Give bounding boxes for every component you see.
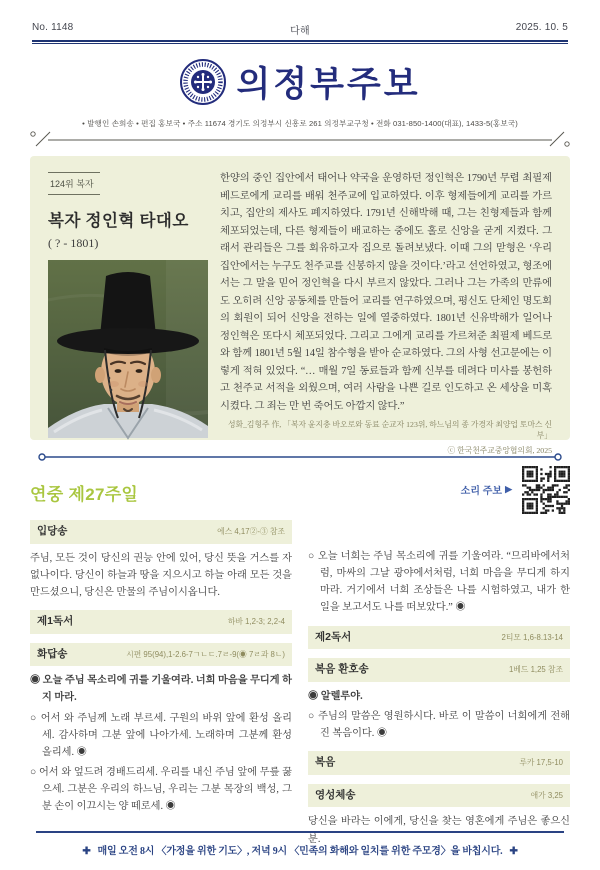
liturgy-columns (30, 520, 570, 848)
alleluia-refrain: ◉ 알렐루야. (308, 690, 363, 702)
scripture-reference: 애가 3,25 (530, 790, 563, 800)
heading-label: 제2독서 (315, 630, 352, 643)
heading-label: 복음 환호송 (315, 663, 369, 676)
heading-label: 제1독서 (37, 615, 74, 628)
psalm-verse: ○ 어서 와 주님께 노래 부르세. 구원의 바위 앞에 환성 올리세. 감사하며 그분 앞에 나아가세. 노래하며 그분께 환성 올리세. ◉ (30, 712, 292, 758)
bulletin-page (0, 22, 600, 870)
entrance-antiphon-text: 주님, 모든 것이 당신의 권능 안에 있어, 당신 뜻을 거스를 자 없나이다. 당신이 하늘과 땅을 지으시고 하늘 아래 모든 것을 만드셨으니, 당신은 만물의 주님이시옵니다. (30, 552, 292, 598)
feature-body: 한양의 중인 집안에서 태어나 약국을 운영하던 정인혁은 1790년 무렵 최필제 베드로에게 교리를 배워 천주교에 입교하였다. 이후 형제들에게 교리를 가르치고, 집안의 제사도 폐지하였다. 1791년 신해박해 때, 그는 친형제들과 함께 체포되었는데, 다른 형제들이 배교하는 중에도 홀로 신앙을 굳게 지켰다. 그래서 관리들은 그를 회유하고자 집으로 돌려보냈다. 이때 그의 맏형은 ‘우리 집안에서는 누구도 천주교를 신봉하지 않을 것이다.’라고 선언하였고, 형조에서는 그 말을 믿어 정인혁을 다시 부르지 않았다. 그러나 그는 가족의 만류에도 오히려 신앙 공동체를 만들어 교리를 연구하였으며, 평신도 단체인 명도회의 회원이 되어 신앙을 전하는 일에 열중하였다. 1801년 신유박해가 일어나 정인혁은 또다시 체포되었다. 그리고 그에게 교리를 가르쳐준 최필제 베드로와 함께 1801년 5월 14일 참수형을 받아 순교하였다. 그의 사형 선고문에는 이렇게 적혀 있었다. “… 매월 7일 동료들과 함께 신부를 데려다 미사를 봉헌하고 천주교 서적을 외웠으며, 여러 사람을 나쁜 길로 인도하고 온 세상을 미혹시켰다. 그 죄는 만 번 죽어도 아깝지 않다.” (220, 173, 552, 412)
scripture-reference: 2티모 1,6-8.13-14 (501, 632, 563, 642)
feature-left-column (48, 170, 210, 428)
communion-antiphon-heading (308, 784, 570, 808)
scripture-reference: 에스 4,17②-③ 참조 (217, 527, 285, 536)
portrait-painting (48, 260, 208, 438)
publication-info: • 발행인 손희송 • 편집 홍보국 • 주소 11674 경기도 의정부시 신흥로 261 의정부교구청 • 전화 031-850-1400(대표), 1433-5(홍보국) (82, 119, 518, 128)
qr-code[interactable] (522, 466, 570, 514)
feature-box (30, 156, 570, 455)
scripture-reference: 1베드 1,25 참조 (509, 665, 563, 675)
liturgy-right-column (308, 520, 570, 848)
play-icon: ▶ (505, 484, 512, 494)
heading-label: 화답송 (37, 647, 68, 660)
heading-label: 입당송 (37, 525, 68, 537)
entrance-antiphon-heading (30, 520, 292, 544)
masthead (0, 57, 600, 107)
scripture-reference: 루카 17,5-10 (519, 758, 563, 768)
sunday-title: 연중 제27주일 (30, 485, 139, 504)
footer-notice-text: 매일 오전 8시 〈가정을 위한 기도〉, 저녁 9시 〈민족의 화해와 일치를 위한 주모경〉을 바칩시다. (97, 846, 503, 857)
communion-antiphon-text: 당신을 바라는 이에게, 당신을 찾는 영혼에게 주님은 좋으신 분. (308, 816, 570, 845)
scripture-reference: 하바 1,2-3; 2,2-4 (227, 617, 285, 627)
footer-notice (0, 842, 600, 857)
feature-title: 복자 정인혁 타대오 (48, 211, 189, 230)
section-row (30, 466, 570, 520)
copyright-credit: ⓒ 한국천주교중앙협의회, 2025 (447, 446, 552, 455)
heading-label: 복음 (315, 756, 336, 769)
psalm-verse: ○ 어서 와 엎드려 경배드리세. 우리를 내신 주님 앞에 무릎 꿇으세. 그분은 우리의 하느님, 우리는 그분 목장의 백성, 그분 손이 이끄시는 양 떼로세. ◉ (30, 767, 292, 813)
decorative-rule (0, 130, 600, 148)
heading-label: 영성체송 (315, 788, 356, 801)
bulletin-title: 의정부주보 (236, 65, 421, 104)
liturgy-left-column (30, 520, 292, 848)
gospel-heading (308, 751, 570, 775)
cross-icon: ✚ (82, 846, 91, 857)
psalm-verse: ○ 오늘 너희는 주님 목소리에 귀를 기울여라. “므리바에서처럼, 마싸의 그날 광야에서처럼, 너희 마음을 무디게 하지 마라. 거기에서 너희 조상들은 나를 시험하였고, 내가 한 일을 보고서도 나를 떠보았다.” ◉ (308, 551, 570, 614)
scripture-reference: 시편 95(94),1-2.6-7ㄱㄴㄷ.7ㄹ-9(◉ 7ㄹ과 8ㄴ) (126, 649, 285, 659)
footer-rule (36, 831, 564, 833)
issue-number: No. 1148 (32, 22, 74, 33)
audio-bulletin-label: 소리 주보 (460, 486, 503, 497)
diocese-emblem-icon (179, 58, 227, 106)
audio-bulletin-link[interactable] (461, 482, 512, 497)
responsorial-psalm-heading (30, 643, 292, 667)
issue-date: 2025. 10. 5 (515, 22, 568, 33)
double-rule (32, 40, 568, 44)
psalm-refrain: ◉ 오늘 주님 목소리에 귀를 기울여라. 너희 마음을 무디게 하지 마라. (30, 675, 292, 704)
top-bar (32, 22, 568, 37)
feature-right-column (220, 170, 552, 455)
footer (0, 831, 600, 857)
feature-dates: ( ? - 1801) (48, 236, 99, 250)
acclamation-verse: ○ 주님의 말씀은 영원하시다. 바로 이 말씀이 너희에게 전해진 복음이다. ◉ (308, 710, 570, 740)
gospel-acclamation-heading (308, 658, 570, 682)
second-reading-heading (308, 626, 570, 650)
artwork-credit: 성화_김형주 作, 「복자 윤지충 바오로와 동료 순교자 123위, 하느님의 종 가경자 최양업 토마스 신부」 (227, 420, 552, 440)
audio-group (461, 466, 570, 514)
cross-icon: ✚ (509, 846, 518, 857)
first-reading-heading (30, 610, 292, 634)
liturgical-year: 다해 (290, 26, 310, 37)
feature-tag: 124위 복자 (48, 172, 100, 195)
